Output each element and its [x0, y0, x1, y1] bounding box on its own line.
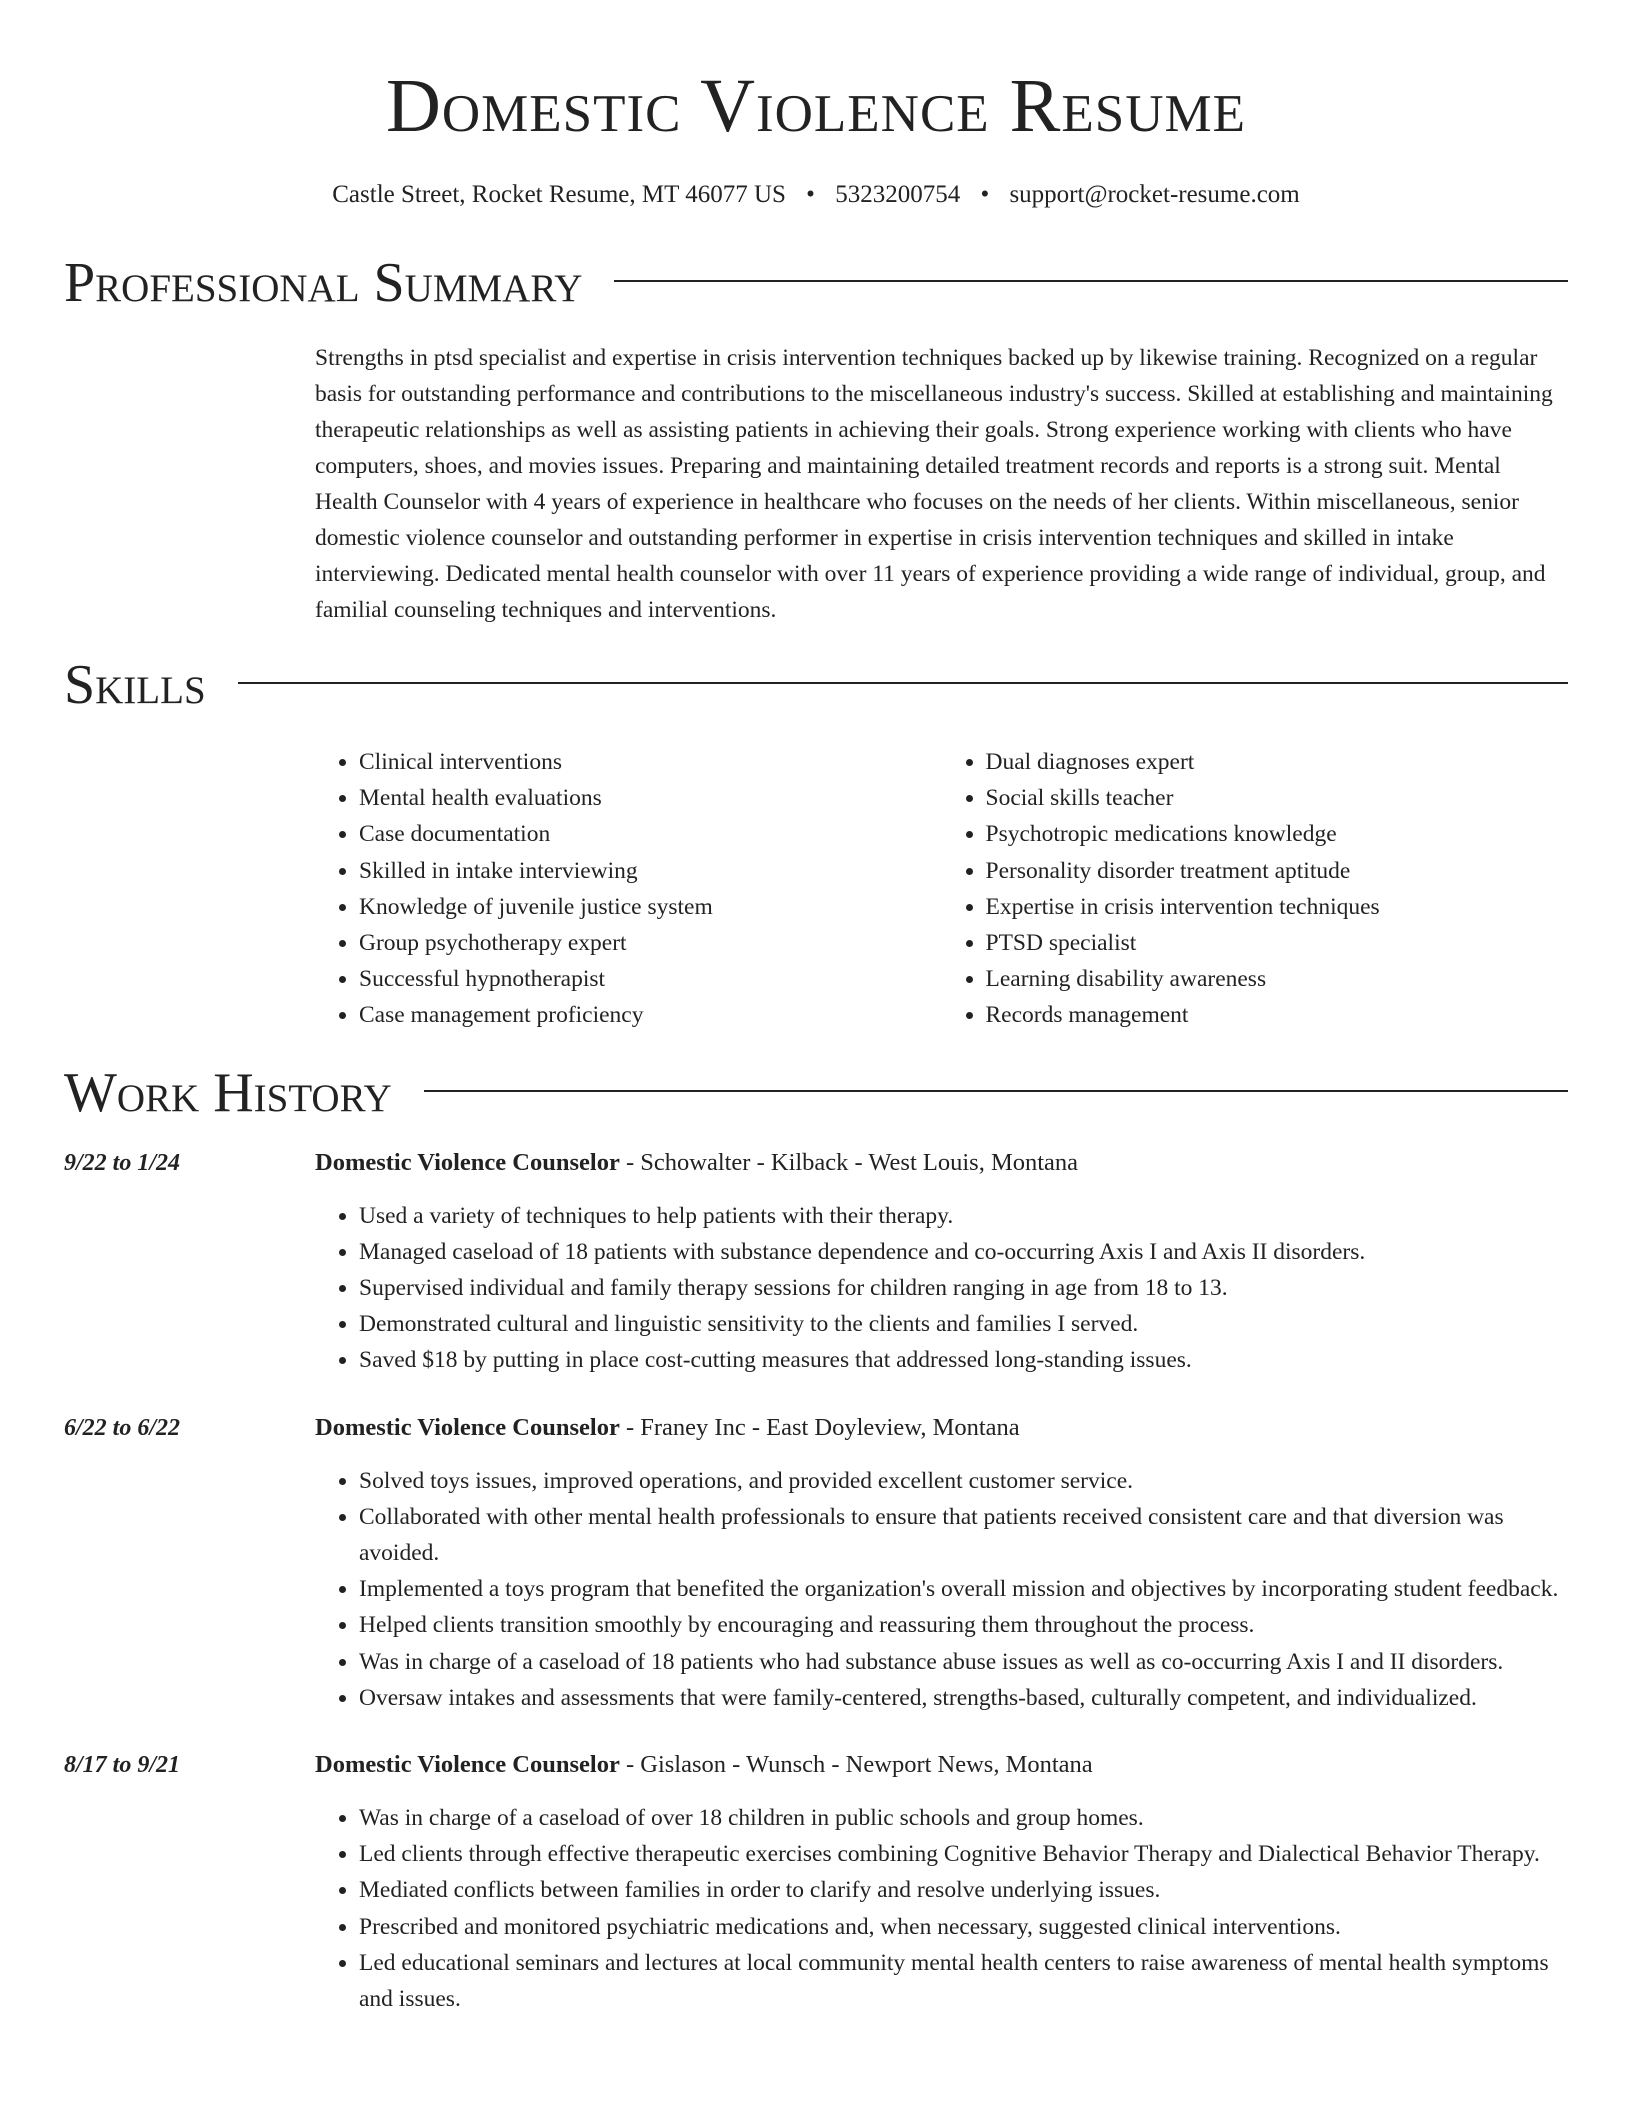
job-title-line	[315, 1746, 1568, 1784]
skill-item: • Records management	[986, 997, 1569, 1033]
job-dates: 8/17 to 9/21	[64, 1752, 181, 1779]
skill-item: • Learning disability awareness	[986, 961, 1569, 997]
skill-item: • Case management proficiency	[359, 997, 942, 1033]
contact-separator: •	[980, 181, 990, 208]
job-details	[315, 1144, 1568, 1379]
job-title: Domestic Violence Counselor	[315, 1751, 620, 1779]
skill-item: • PTSD specialist	[986, 925, 1569, 961]
work-history-section	[64, 1058, 1568, 2018]
job-bullet: • Led clients through effective therapeutic exercises combining Cognitive Behavior Therapy and Dialectical Behavior Therapy.	[359, 1836, 1568, 1872]
contact-separator: •	[806, 181, 815, 208]
job-bullet: • Helped clients transition smoothly by encouraging and reassuring them throughout the process.	[359, 1607, 1568, 1643]
skill-item: • Expertise in crisis intervention techniques	[986, 889, 1569, 925]
skills-list-right	[942, 744, 1569, 1034]
job-entry	[64, 1746, 1568, 2017]
skill-item: • Group psychotherapy expert	[359, 925, 942, 961]
job-bullet: • Solved toys issues, improved operations, and provided excellent customer service.	[359, 1463, 1568, 1499]
job-title: Domestic Violence Counselor	[315, 1413, 620, 1441]
job-employer: - Gislason - Wunsch - Newport News, Montana	[619, 1751, 1093, 1779]
job-title: Domestic Violence Counselor	[315, 1148, 620, 1176]
job-bullet: • Was in charge of a caseload of over 18 children in public schools and group homes.	[359, 1800, 1568, 1836]
resume-title: Domestic Violence Resume	[385, 64, 1246, 148]
skill-item: • Dual diagnoses expert	[986, 744, 1569, 780]
job-dates: 9/22 to 1/24	[64, 1149, 181, 1176]
job-entry	[64, 1144, 1568, 1379]
skill-item: • Psychotropic medications knowledge	[986, 816, 1569, 852]
job-details	[315, 1746, 1568, 2017]
skills-list-left	[315, 744, 942, 1034]
contact-email: support@rocket-resume.com	[1009, 181, 1300, 208]
summary-body	[315, 340, 1568, 628]
job-employer: - Franey Inc - East Doyleview, Montana	[619, 1413, 1020, 1441]
skills-section	[64, 650, 1568, 1034]
job-bullet: • Implemented a toys program that benefited the organization's overall mission and objectives by incorporating student feedback.	[359, 1571, 1568, 1607]
job-bullet: • Collaborated with other mental health professionals to ensure that patients received consistent care and that diversion was avoided.	[359, 1499, 1568, 1571]
job-bullet: • Supervised individual and family therapy sessions for children ranging in age from 18 to 13.	[359, 1270, 1568, 1306]
summary-section	[64, 248, 1568, 628]
skill-item: • Social skills teacher	[986, 780, 1569, 816]
job-bullet: • Prescribed and monitored psychiatric medications and, when necessary, suggested clinical interventions.	[359, 1909, 1568, 1945]
skills-title: Skills	[64, 654, 206, 716]
job-title-line	[315, 1409, 1568, 1447]
job-bullet: • Mediated conflicts between families in order to clarify and resolve underlying issues.	[359, 1872, 1568, 1908]
section-divider	[238, 682, 1568, 684]
job-bullet: • Was in charge of a caseload of 18 patients who had substance abuse issues as well as co-occurring Axis I and II disorders.	[359, 1644, 1568, 1680]
resume-header	[64, 0, 1568, 212]
work-history-heading	[64, 1058, 1568, 1128]
job-bullet: • Saved $18 by putting in place cost-cutting measures that addressed long-standing issues.	[359, 1342, 1568, 1378]
skill-item: • Successful hypnotherapist	[359, 961, 942, 997]
summary-title: Professional Summary	[64, 252, 583, 314]
skill-item: • Personality disorder treatment aptitude	[986, 853, 1569, 889]
job-dates: 6/22 to 6/22	[64, 1414, 181, 1441]
contact-address: Castle Street, Rocket Resume, MT 46077 US	[332, 181, 786, 208]
summary-text: Strengths in ptsd specialist and expertise in crisis intervention techniques backed up by likewise training. Recognized on a regular basis for outstanding performance and contributions to the miscellaneous industry's success. Skilled at establishing and maintaining therapeutic relationships as well as assisting patients in achieving their goals. Strong experience working with clients who have computers, shoes, and movies issues. Preparing and maintaining detailed treatment records and reports is a strong suit. Mental Health Counselor with 4 years of experience in healthcare who focuses on the needs of her clients. Within miscellaneous, senior domestic violence counselor and outstanding performer in expertise in crisis intervention techniques and skilled in intake interviewing. Dedicated mental health counselor with over 11 years of experience providing a wide range of individual, group, and familial counseling techniques and interventions.	[315, 345, 1553, 623]
job-bullets	[315, 1800, 1568, 2017]
contact-phone: 5323200754	[835, 181, 961, 208]
work-history-title: Work History	[64, 1061, 392, 1124]
section-divider	[424, 1090, 1568, 1092]
job-bullet: • Oversaw intakes and assessments that were family-centered, strengths-based, culturally competent, and individualized.	[359, 1680, 1568, 1716]
skill-item: • Knowledge of juvenile justice system	[359, 889, 942, 925]
skill-item: • Clinical interventions	[359, 744, 942, 780]
skills-grid	[315, 744, 1568, 1034]
job-bullet: • Demonstrated cultural and linguistic sensitivity to the clients and families I served.	[359, 1306, 1568, 1342]
job-details	[315, 1409, 1568, 1716]
job-bullets	[315, 1198, 1568, 1379]
skill-item: • Skilled in intake interviewing	[359, 853, 942, 889]
job-title-line	[315, 1144, 1568, 1182]
skills-heading	[64, 650, 1568, 720]
skill-item: • Mental health evaluations	[359, 780, 942, 816]
contact-line	[64, 178, 1568, 212]
summary-heading	[64, 248, 1568, 318]
job-bullet: • Managed caseload of 18 patients with substance dependence and co-occurring Axis I and Axis II disorders.	[359, 1234, 1568, 1270]
job-entry	[64, 1409, 1568, 1716]
section-divider	[614, 280, 1568, 282]
job-bullets	[315, 1463, 1568, 1716]
job-employer: - Schowalter - Kilback - West Louis, Montana	[619, 1148, 1079, 1176]
job-bullet: • Used a variety of techniques to help patients with their therapy.	[359, 1198, 1568, 1234]
skill-item: • Case documentation	[359, 816, 942, 852]
job-bullet: • Led educational seminars and lectures at local community mental health centers to raise awareness of mental health symptoms and issues.	[359, 1945, 1568, 2017]
